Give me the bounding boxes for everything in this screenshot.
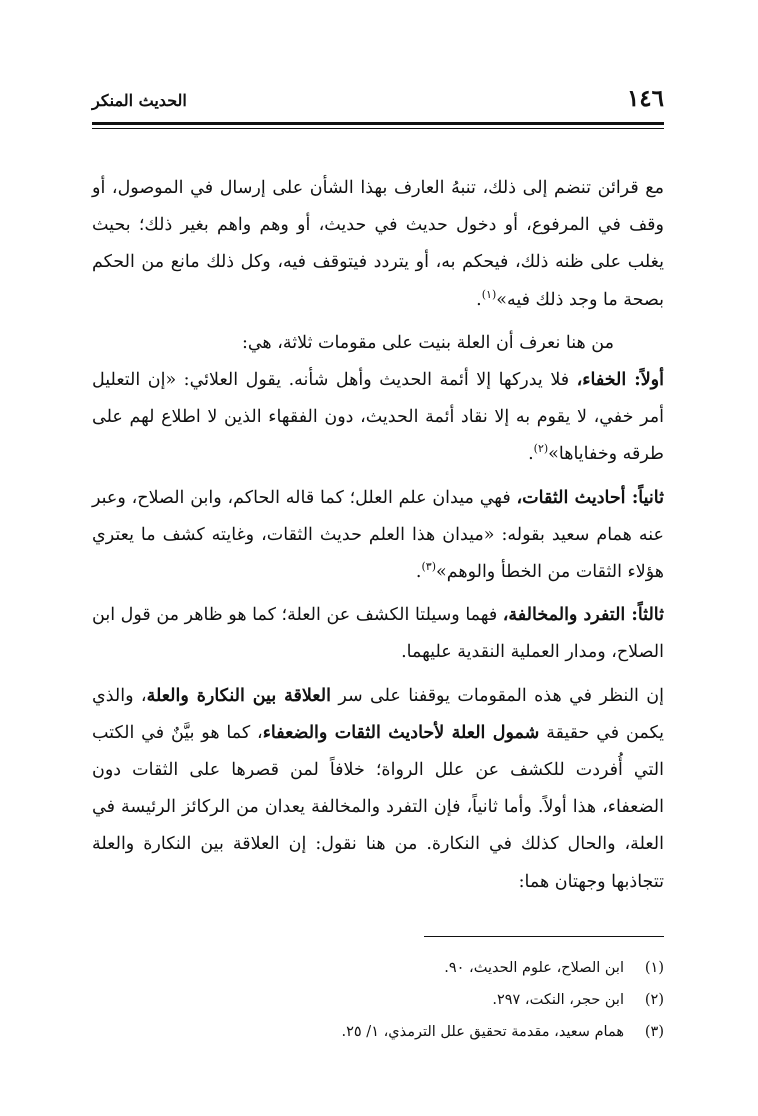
paragraph-3: أولاً: الخفاء، فلا يدركها إلا أئمة الحديث وأهل شأنه. يقول العلائي: «إن التعليل أمر خفي، لا يقوم به إلا نقاد أئمة الحديث، دون الفقهاء الذين لا اطلاع لهم على طرقه وخفاياها»$^{(٢)}$. [92, 370, 664, 465]
footnote-2: (٢)ابن حجر، النكت، ٢٩٧. [492, 992, 664, 1008]
paragraph-4: ثانياً: أحاديث الثقات، فهي ميدان علم العلل؛ كما قاله الحاكم، وابن الصلاح، وعبر عنه همام سعيد بقوله: «ميدان هذا العلم حديث الثقات، وغايته كشف ما يعتري هؤلاء الثقات من الخطأ والوهم»$^{(٣)}$. [92, 487, 664, 583]
point-label-1: أولاً: الخفاء، [576, 370, 664, 391]
emphasis-relation: العلاقة بين النكارة والعلة [146, 685, 331, 706]
header-rule-thick [92, 122, 664, 125]
footnote-separator [424, 936, 664, 937]
footnote-3: (٣)همام سعيد، مقدمة تحقيق علل الترمذي، ١/ ٢٥. [341, 1024, 664, 1040]
paragraph-1: مع قرائن تنضم إلى ذلك، تنبهُ العارف بهذا الشأن على إرسال في الموصول، أو وقف في المرفوع، أو دخول حديث في حديث، أو وهم واهم بغير ذلك؛ بحيث يغلب على ظنه ذلك، فيحكم به، أو يتردد فيتوقف فيه، وكل ذلك مانع من الحكم بصحة ما وجد ذلك فيه»$^{(١)}$. [92, 178, 664, 310]
body-text [92, 170, 664, 901]
page-number: ١٤٦ [626, 85, 664, 112]
paragraph-2: من هنا نعرف أن العلة بنيت على مقومات ثلاثة، هي: [241, 332, 614, 353]
page-header [92, 86, 664, 116]
paragraph-5: ثالثاً: التفرد والمخالفة، فهما وسيلتا الكشف عن العلة؛ كما هو ظاهر من قول ابن الصلاح، ومدار العملية النقدية عليهما. [92, 605, 664, 663]
paragraph-6: إن النظر في هذه المقومات يوقفنا على سر العلاقة بين النكارة والعلة، والذي يكمن في حقيقة شمول العلة لأحاديث الثقات والضعفاء، كما هو بيَّنٌ في الكتب التي أُفردت للكشف عن علل الرواة؛ خلافاً لمن قصرها على الثقات دون الضعفاء، هذا أولاً. وأما ثانياً، فإن التفرد والمخالفة يعدان من الركائز الرئيسة في العلة، والحال كذلك في النكارة. من هنا نقول: إن العلاقة بين النكارة والعلة تتجاذبها وجهتان هما: [92, 685, 664, 892]
header-rule-thin [92, 128, 664, 129]
running-title: الحديث المنكر [92, 91, 187, 110]
emphasis-inclusion: شمول العلة لأحاديث الثقات والضعفاء [262, 722, 540, 743]
footnote-ref-3[interactable]: (٣) [421, 560, 436, 574]
point-label-3: ثالثاً: التفرد والمخالفة، [502, 605, 664, 626]
footnotes [92, 952, 664, 1048]
point-label-2: ثانياً: أحاديث الثقات، [516, 487, 664, 508]
footnote-ref-1[interactable]: (١) [481, 287, 497, 301]
footnote-ref-2[interactable]: (٢) [533, 442, 549, 456]
footnote-1: (١)ابن الصلاح، علوم الحديث، ٩٠. [444, 960, 664, 976]
